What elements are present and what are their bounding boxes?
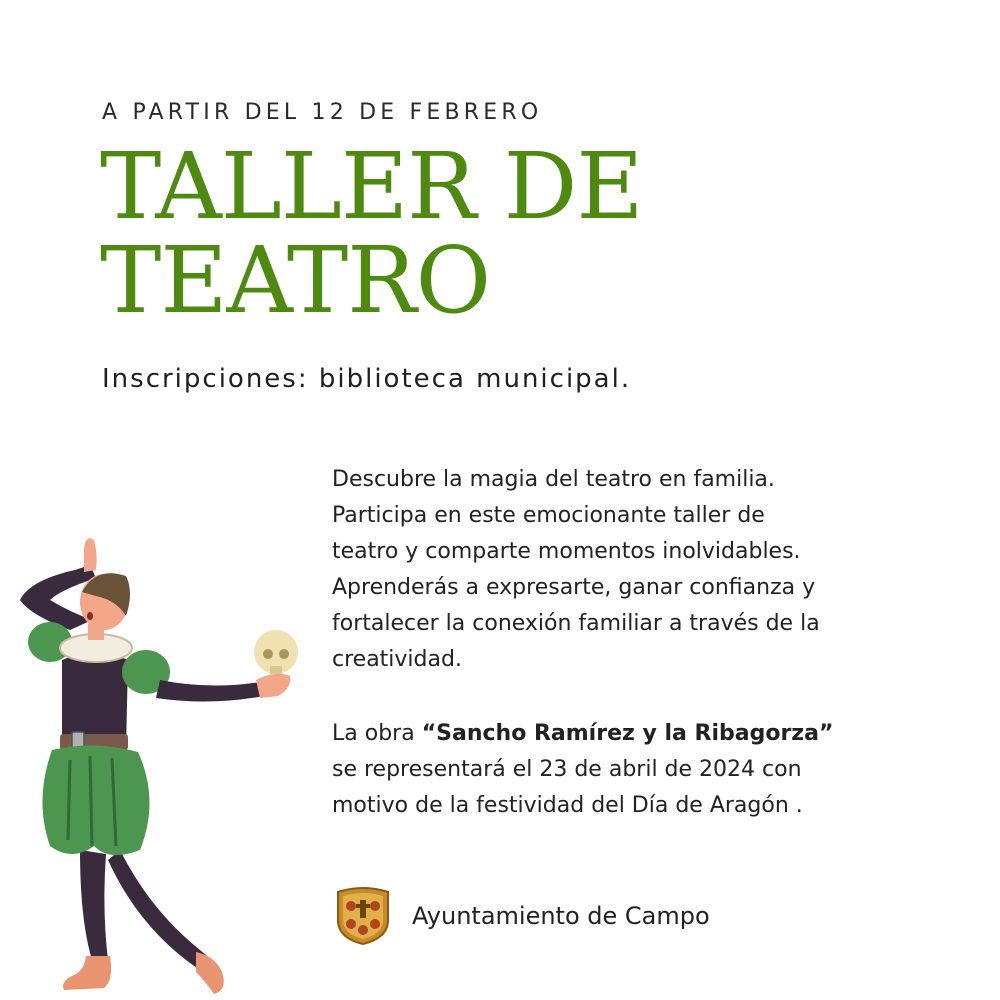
description-line: fortalecer la conexión familiar a través de la xyxy=(332,611,820,636)
registration-info: Inscripciones: biblioteca municipal. xyxy=(102,364,632,394)
description-paragraph xyxy=(332,462,932,678)
play-line: motivo de la festividad del Día de Aragón . xyxy=(332,793,803,818)
description-line: creatividad. xyxy=(332,647,462,672)
play-line: se representará el 23 de abril de 2024 con xyxy=(332,757,802,782)
description-line: Aprenderás a expresarte, ganar confianza y xyxy=(332,575,816,600)
date-line: A PARTIR DEL 12 DE FEBRERO xyxy=(102,100,543,125)
description-line: Descubre la magia del teatro en familia. xyxy=(332,467,775,492)
play-paragraph xyxy=(332,716,932,824)
organization-name: Ayuntamiento de Campo xyxy=(412,902,710,930)
page-title xyxy=(100,133,643,334)
play-prefix: La obra xyxy=(332,721,422,746)
title-line-2: TEATRO xyxy=(100,227,490,334)
footer xyxy=(334,886,710,946)
coat-of-arms-icon xyxy=(334,886,392,946)
description-line: Participa en este emocionante taller de xyxy=(332,503,765,528)
description-line: teatro y comparte momentos inolvidables. xyxy=(332,539,801,564)
title-line-1: TALLER DE xyxy=(100,133,643,240)
actor-holding-skull-icon xyxy=(0,520,310,1000)
play-title: “Sancho Ramírez y la Ribagorza” xyxy=(421,721,834,746)
